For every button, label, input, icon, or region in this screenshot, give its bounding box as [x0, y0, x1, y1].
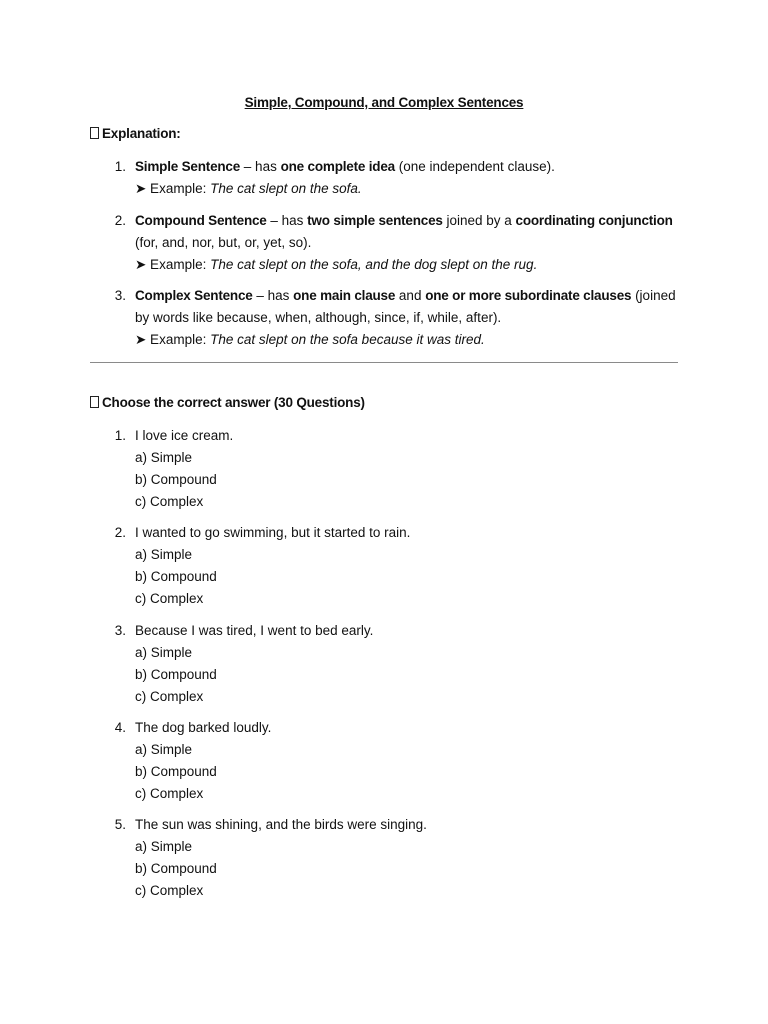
option-compound: b) Compound — [135, 569, 217, 584]
question-item — [108, 814, 678, 902]
example-prefix: ➤ Example: — [135, 332, 211, 347]
section-divider — [90, 362, 678, 363]
example-line — [135, 329, 678, 351]
option-simple: a) Simple — [135, 645, 193, 660]
option-simple: a) Simple — [135, 547, 193, 562]
option-simple: a) Simple — [135, 450, 193, 465]
option-simple: a) Simple — [135, 742, 193, 757]
definition-bold: coordinating conjunction — [515, 213, 673, 228]
quiz-heading — [90, 394, 365, 412]
example-line — [135, 178, 678, 200]
definition-fragment: (one independent clause). — [394, 159, 555, 174]
definition-fragment: and — [395, 288, 426, 303]
example-text: The cat slept on the sofa, and the dog slept on the rug. — [210, 257, 538, 272]
definition-fragment: joined by a — [442, 213, 516, 228]
option-compound: b) Compound — [135, 764, 217, 779]
explanation-heading — [90, 125, 181, 143]
option-complex: c) Complex — [135, 883, 204, 898]
example-line — [135, 254, 678, 276]
placeholder-glyph-icon — [90, 127, 99, 139]
explanation-item-complex — [108, 285, 678, 351]
option-complex: c) Complex — [135, 591, 204, 606]
definition-fragment: (joined by words like because, when, although, since, if, while, after). — [135, 288, 676, 325]
definition-continuation: (for, and, nor, but, or, yet, so). — [135, 235, 312, 250]
question-item — [108, 522, 678, 610]
option-complex: c) Complex — [135, 786, 204, 801]
definition-fragment: – has — [266, 213, 308, 228]
list-number: 1. — [114, 159, 126, 174]
definition-bold: one main clause — [293, 288, 396, 303]
example-prefix: ➤ Example: — [135, 181, 211, 196]
explanation-item-compound — [108, 210, 678, 276]
explanation-heading-text: Explanation: — [102, 126, 181, 141]
list-number: 3. — [114, 288, 126, 303]
question-text: I love ice cream. — [135, 428, 234, 443]
definition-bold: one complete idea — [280, 159, 395, 174]
definition-text — [135, 156, 678, 178]
example-text: The cat slept on the sofa. — [210, 181, 362, 196]
term-label: Simple Sentence — [135, 159, 241, 174]
placeholder-glyph-icon — [90, 396, 99, 408]
definition-bold: one or more subordinate clauses — [425, 288, 632, 303]
term-label: Compound Sentence — [135, 213, 267, 228]
definition-text — [135, 285, 678, 329]
explanation-item-simple — [108, 156, 678, 200]
definition-fragment: – has — [252, 288, 294, 303]
option-compound: b) Compound — [135, 861, 217, 876]
question-number: 3. — [114, 623, 126, 638]
question-text: The sun was shining, and the birds were singing. — [135, 817, 427, 832]
definition-text — [135, 210, 678, 232]
question-number: 2. — [114, 525, 126, 540]
option-complex: c) Complex — [135, 689, 204, 704]
question-item — [108, 620, 678, 708]
quiz-heading-text: Choose the correct answer (30 Questions) — [102, 395, 365, 410]
question-item — [108, 717, 678, 805]
question-number: 1. — [114, 428, 126, 443]
definition-bold: two simple sentences — [307, 213, 443, 228]
question-text: Because I was tired, I went to bed early. — [135, 623, 374, 638]
question-item — [108, 425, 678, 513]
question-text: The dog barked loudly. — [135, 720, 272, 735]
option-compound: b) Compound — [135, 667, 217, 682]
term-label: Complex Sentence — [135, 288, 253, 303]
example-text: The cat slept on the sofa because it was tired. — [210, 332, 485, 347]
question-number: 5. — [114, 817, 126, 832]
example-prefix: ➤ Example: — [135, 257, 211, 272]
list-number: 2. — [114, 213, 126, 228]
question-number: 4. — [114, 720, 126, 735]
option-simple: a) Simple — [135, 839, 193, 854]
option-compound: b) Compound — [135, 472, 217, 487]
definition-fragment: – has — [240, 159, 281, 174]
option-complex: c) Complex — [135, 494, 204, 509]
question-text: I wanted to go swimming, but it started to rain. — [135, 525, 411, 540]
page-title: Simple, Compound, and Complex Sentences — [244, 95, 524, 110]
